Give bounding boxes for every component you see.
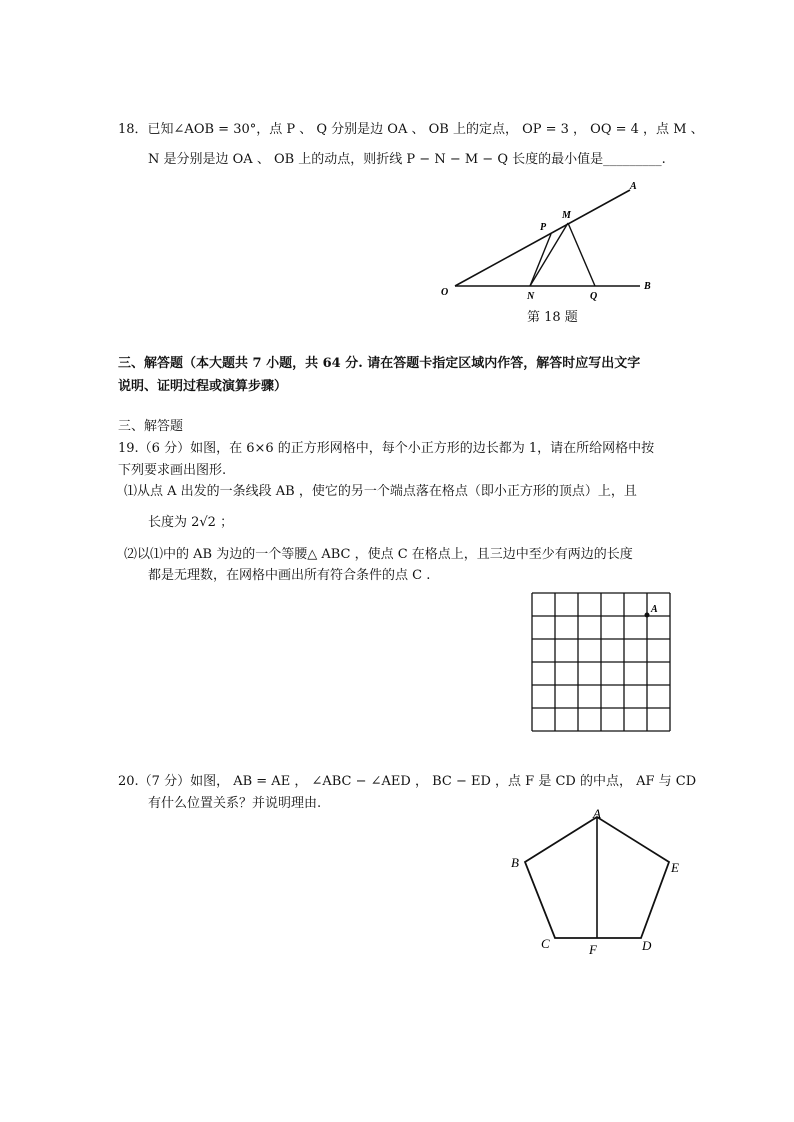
q18-caption: 第 18 题: [527, 310, 578, 325]
q19-line1: 19.（6 分）如图，在 6×6 的正方形网格中，每个小正方形的边长都为 1，请在所给网格中按: [118, 441, 655, 456]
label-p: P: [540, 222, 547, 233]
q19-part1-line2: 长度为 2√2 ；: [148, 515, 234, 530]
q19-part2-line1: ⑵以⑴中的 AB 为边的一个等腰△ ABC ，使点 C 在格点上，且三边中至少有两边的长度: [124, 547, 633, 562]
grid-label-a: A: [651, 604, 658, 615]
section-heading-line1: 三、解答题（本大题共 7 小题，共 64 分. 请在答题卡指定区域内作答，解答时应写出文字: [118, 356, 641, 371]
q18-line2: N 是分别是边 OA 、 OB 上的动点，则折线 P − N − M − Q 长度的最小值是_________.: [148, 152, 666, 167]
label-q: Q: [590, 291, 598, 302]
q19-line2: 下列要求画出图形.: [118, 463, 227, 478]
label-c: C: [541, 936, 550, 951]
section-heading-line2: 说明、证明过程或演算步骤）: [118, 379, 288, 394]
ray-oa: [455, 190, 630, 286]
label-a: A: [593, 806, 601, 821]
q19-part1-line1: ⑴从点 A 出发的一条线段 AB ，使它的另一个端点落在格点（即小正方形的顶点）上，且: [124, 484, 637, 499]
label-b: B: [644, 281, 651, 292]
label-m: M: [562, 210, 571, 221]
segment-nm: [530, 223, 568, 286]
q20-line2: 有什么位置关系？并说明理由.: [148, 796, 322, 811]
segment-mq: [568, 223, 595, 286]
label-o: O: [441, 287, 449, 298]
q20-pentagon-figure: [505, 805, 695, 960]
q19-grid-figure: [530, 590, 680, 735]
label-f: F: [589, 942, 597, 957]
section-subheading: 三、解答题: [118, 419, 184, 434]
grid-point-a: [645, 613, 650, 618]
q19-part2-line2: 都是无理数，在网格中画出所有符合条件的点 C .: [148, 568, 431, 583]
square-grid: [532, 593, 670, 731]
label-b: B: [511, 855, 519, 870]
label-a: A: [630, 181, 637, 192]
q18-line1: 18．已知∠AOB = 30°，点 P 、 Q 分别是边 OA 、 OB 上的定点， OP = 3 ， OQ = 4 ，点 M 、: [118, 122, 704, 137]
label-d: D: [642, 938, 652, 953]
label-e: E: [671, 860, 679, 875]
label-n: N: [527, 291, 535, 302]
q20-line1: 20.（7 分）如图， AB = AE ， ∠ABC − ∠AED ， BC − ED ，点 F 是 CD 的中点， AF 与 CD: [118, 774, 697, 789]
segment-pn: [530, 234, 551, 286]
